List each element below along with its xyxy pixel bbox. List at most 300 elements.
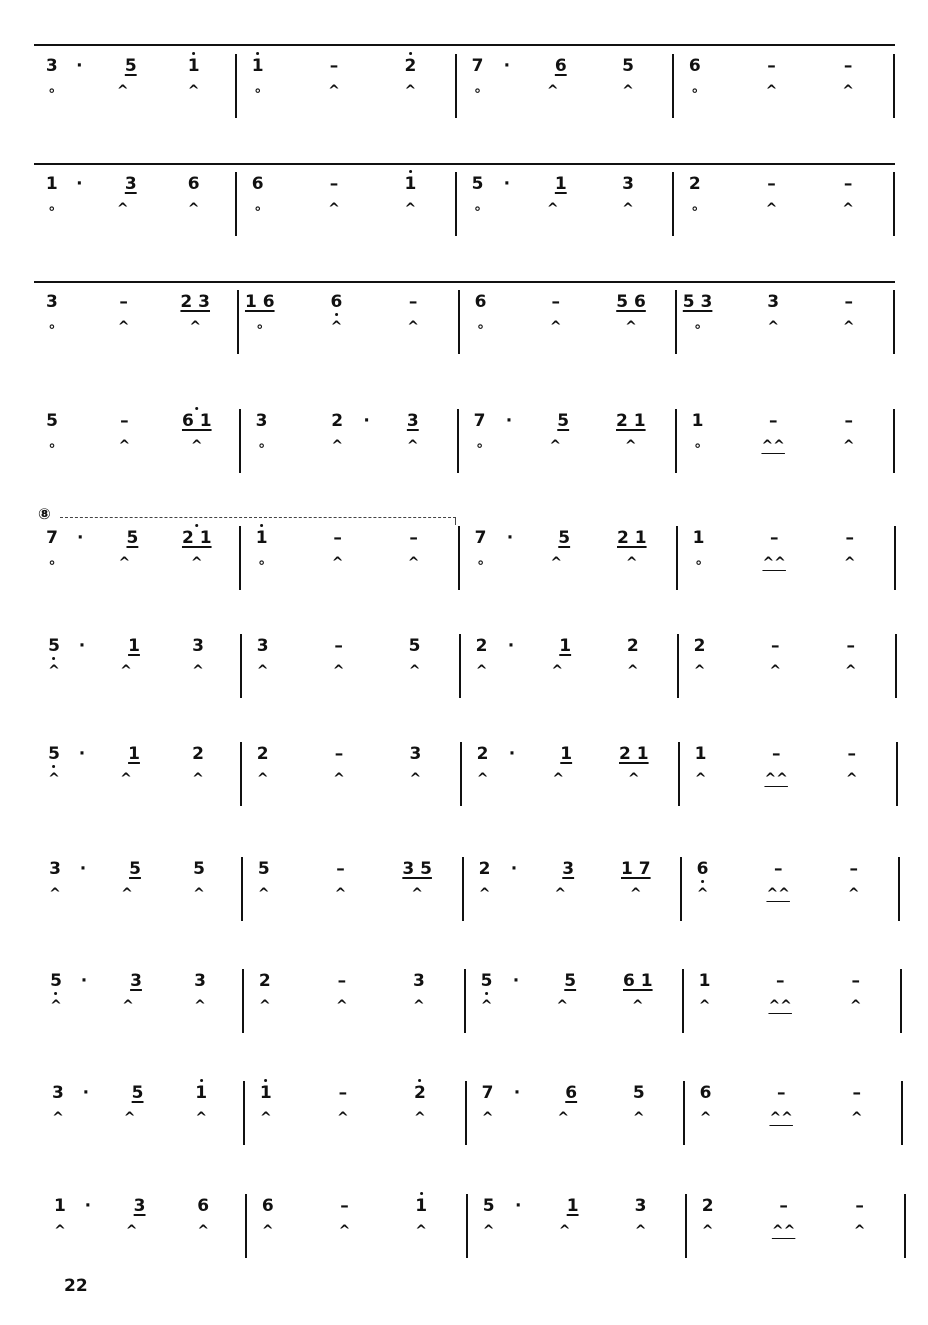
articulation-mark: ^	[850, 1110, 863, 1126]
barline	[672, 172, 674, 236]
articulation-mark: ^	[694, 771, 707, 787]
jianpu-note	[558, 528, 570, 548]
articulation-mark: ^	[842, 438, 855, 454]
articulation-mark: ^	[476, 771, 489, 787]
note-text: 3	[767, 292, 780, 312]
articulation-mark: ∘	[476, 555, 485, 571]
note-text: 7	[46, 528, 58, 548]
sustain-dash	[552, 292, 561, 312]
note-text: –	[333, 528, 342, 548]
augmentation-dot	[83, 1083, 89, 1103]
note-text: 3	[634, 1196, 647, 1216]
jianpu-note	[623, 971, 653, 991]
barline	[460, 742, 462, 806]
barline	[465, 1081, 467, 1145]
jianpu-note	[635, 1196, 647, 1216]
note-text: 5	[48, 744, 60, 764]
articulation-mark: ^	[765, 83, 778, 99]
augmentation-dot	[504, 56, 510, 76]
barline	[245, 1194, 247, 1258]
articulation-mark: ^	[187, 201, 200, 217]
articulation-mark: ^	[625, 319, 637, 335]
articulation-mark: ^	[54, 1223, 66, 1239]
articulation-mark: ^	[257, 886, 270, 902]
barline	[458, 526, 460, 590]
articulation-mark: ∘	[693, 438, 702, 454]
barline	[680, 857, 682, 921]
augmentation-dot	[81, 971, 87, 991]
articulation-mark: ^	[404, 83, 417, 99]
note-text: 3	[124, 174, 137, 194]
articulation-mark: ^	[701, 1223, 714, 1239]
system-top-line	[34, 44, 895, 46]
barline	[464, 969, 466, 1033]
note-text: 1 6	[244, 292, 275, 312]
articulation-mark: ^	[118, 555, 131, 571]
sustain-dash	[846, 528, 855, 548]
jianpu-note	[182, 528, 212, 548]
jianpu-note	[700, 1083, 712, 1103]
note-text: 5	[193, 859, 205, 879]
note-text: –	[849, 859, 859, 879]
note-text: 6	[187, 174, 200, 194]
articulation-mark: ^	[411, 886, 423, 902]
articulation-mark: ^	[408, 663, 421, 679]
augmentation-dot	[76, 174, 82, 194]
note-text: 1	[554, 174, 567, 194]
jianpu-note	[192, 744, 204, 764]
articulation-mark: ^	[847, 886, 860, 902]
articulation-mark: ^	[414, 1110, 426, 1126]
articulation-mark: ^	[48, 663, 60, 679]
jianpu-note	[689, 174, 701, 194]
note-text: 2	[475, 636, 488, 656]
articulation-mark: ^	[121, 886, 133, 902]
sustain-dash	[771, 636, 780, 656]
note-text: 2	[688, 174, 701, 194]
note-text: –	[845, 528, 855, 548]
sustain-dash	[335, 744, 344, 764]
jianpu-note	[472, 56, 484, 76]
barline	[682, 969, 684, 1033]
articulation-mark: ∘	[476, 319, 485, 335]
note-text: 5	[482, 1196, 495, 1216]
note-text: 1	[128, 744, 140, 764]
articulation-mark: ^	[120, 663, 132, 679]
note-text: 2 3	[180, 292, 211, 312]
articulation-mark: ∘	[257, 438, 266, 454]
jianpu-note	[619, 744, 649, 764]
articulation-mark: ∘	[690, 201, 700, 217]
note-text: 1 7	[621, 859, 651, 879]
jianpu-note	[54, 1196, 66, 1216]
note-text: 5	[126, 528, 139, 548]
jianpu-note	[699, 971, 711, 991]
note-text: 3	[255, 411, 268, 431]
note-text: –	[409, 528, 418, 548]
note-text: ·	[507, 636, 515, 656]
articulation-mark: ^	[546, 201, 559, 217]
jianpu-note	[50, 971, 62, 991]
augmentation-dot	[509, 744, 515, 764]
jianpu-note	[46, 292, 58, 312]
sustain-dash	[767, 174, 776, 194]
articulation-mark: ^	[48, 771, 60, 787]
note-text: 6 1	[623, 971, 653, 991]
jianpu-note	[479, 859, 491, 879]
page-number: 22	[64, 1276, 88, 1296]
barline	[235, 172, 237, 236]
sustain-dash	[770, 528, 779, 548]
articulation-mark: ^	[332, 663, 345, 679]
articulation-mark: ^	[194, 998, 206, 1014]
articulation-mark: ^^	[764, 771, 788, 787]
jianpu-note	[560, 744, 572, 764]
note-text: –	[846, 636, 856, 656]
note-text: –	[779, 1196, 788, 1216]
section-marker: ⑧	[38, 505, 51, 523]
articulation-mark: ^	[120, 771, 132, 787]
jianpu-note	[627, 636, 639, 656]
barline	[893, 290, 895, 354]
note-text: 3	[130, 971, 142, 991]
note-text: 5	[131, 1083, 144, 1103]
barline	[894, 526, 896, 590]
barline	[242, 969, 244, 1033]
jianpu-note	[195, 1083, 207, 1103]
jianpu-note	[692, 411, 704, 431]
note-text: 3	[52, 1083, 64, 1103]
articulation-mark: ^	[117, 319, 130, 335]
note-text: 5	[129, 859, 141, 879]
jianpu-note	[258, 859, 270, 879]
articulation-mark: ^^	[761, 438, 785, 454]
articulation-mark: ^	[330, 319, 343, 335]
articulation-mark: ^^	[762, 555, 786, 571]
articulation-mark: ^	[50, 998, 62, 1014]
articulation-mark: ^	[475, 663, 488, 679]
note-text: ·	[514, 1196, 522, 1216]
barline	[675, 290, 677, 354]
sustain-dash	[777, 1083, 786, 1103]
articulation-mark: ^	[554, 886, 567, 902]
note-text: ·	[508, 744, 516, 764]
jianpu-note	[259, 971, 271, 991]
note-text: –	[767, 174, 776, 194]
jianpu-note	[683, 292, 713, 312]
note-text: 6 1	[181, 411, 212, 431]
note-text: 2	[701, 1196, 714, 1216]
articulation-mark: ∘	[690, 83, 700, 99]
articulation-mark: ∘	[253, 83, 263, 99]
jianpu-note	[477, 744, 489, 764]
jianpu-note	[134, 1196, 146, 1216]
sustain-dash	[340, 1196, 349, 1216]
note-text: 2	[413, 1083, 426, 1103]
section-bracket-end	[455, 517, 456, 525]
articulation-mark: ^	[187, 83, 200, 99]
articulation-mark: ^	[49, 886, 61, 902]
jianpu-note	[125, 56, 137, 76]
jianpu-note	[126, 528, 138, 548]
articulation-mark: ^	[256, 663, 269, 679]
jianpu-note	[188, 56, 200, 76]
jianpu-note	[555, 174, 567, 194]
jianpu-note	[128, 744, 140, 764]
note-text: 1	[692, 528, 705, 548]
articulation-mark: ^	[328, 201, 340, 217]
articulation-mark: ^	[413, 998, 425, 1014]
articulation-mark: ^	[482, 1223, 495, 1239]
sustain-dash	[409, 528, 418, 548]
note-text: –	[844, 411, 854, 431]
augmentation-dot	[513, 971, 519, 991]
articulation-mark: ^	[334, 886, 347, 902]
sustain-dash	[844, 56, 853, 76]
articulation-mark: ^	[546, 83, 559, 99]
note-text: ·	[76, 528, 84, 548]
note-text: 2	[404, 56, 417, 76]
jianpu-note	[415, 1196, 427, 1216]
note-text: 3	[46, 292, 58, 312]
articulation-mark: ^	[632, 1110, 645, 1126]
sustain-dash	[119, 292, 128, 312]
jianpu-note	[555, 56, 567, 76]
sustain-dash	[330, 174, 339, 194]
jianpu-note	[331, 411, 343, 431]
articulation-mark: ^	[256, 771, 269, 787]
note-text: –	[851, 971, 861, 991]
note-text: 2 1	[617, 528, 647, 548]
jianpu-note	[562, 859, 574, 879]
jianpu-note	[407, 411, 419, 431]
sustain-dash	[845, 292, 854, 312]
articulation-mark: ^	[693, 663, 706, 679]
sustain-dash	[339, 1083, 348, 1103]
barline	[900, 969, 902, 1033]
jianpu-note	[564, 971, 576, 991]
note-text: 6	[261, 1196, 274, 1216]
note-text: 2	[693, 636, 706, 656]
jianpu-note	[616, 411, 646, 431]
articulation-mark: ^	[195, 1110, 208, 1126]
note-text: –	[771, 744, 781, 764]
note-text: –	[336, 859, 345, 879]
note-text: 5	[564, 971, 577, 991]
note-text: –	[329, 174, 339, 194]
note-text: 1	[259, 1083, 272, 1103]
jianpu-note	[193, 859, 205, 879]
jianpu-note	[129, 859, 141, 879]
jianpu-note	[49, 859, 61, 879]
note-text: 1	[45, 174, 58, 194]
note-text: 1	[128, 636, 140, 656]
note-text: 5	[632, 1083, 645, 1103]
augmentation-dot	[515, 1196, 521, 1216]
note-text: 3	[256, 636, 269, 656]
note-text: ·	[506, 528, 514, 548]
jianpu-note	[404, 174, 416, 194]
articulation-mark: ^	[849, 998, 862, 1014]
jianpu-note	[252, 174, 264, 194]
sustain-dash	[772, 744, 781, 764]
articulation-mark: ∘	[47, 438, 57, 454]
articulation-mark: ^	[258, 998, 271, 1014]
note-text: –	[847, 744, 857, 764]
articulation-mark: ^	[556, 998, 569, 1014]
articulation-mark: ^	[261, 1223, 274, 1239]
note-text: 3	[194, 971, 206, 991]
note-text: ·	[79, 859, 87, 879]
barline	[459, 634, 461, 698]
note-text: 1	[404, 174, 417, 194]
jianpu-note	[52, 1083, 64, 1103]
jianpu-note	[633, 1083, 645, 1103]
jianpu-note	[475, 292, 487, 312]
note-text: 1	[251, 56, 264, 76]
note-text: ·	[513, 1083, 521, 1103]
system-top-line	[34, 163, 895, 165]
sustain-dash	[333, 528, 342, 548]
barline	[239, 409, 241, 473]
note-text: 5	[622, 56, 634, 76]
jianpu-note	[252, 56, 264, 76]
note-text: 5	[408, 636, 421, 656]
sustain-dash	[774, 859, 783, 879]
jianpu-note	[472, 174, 484, 194]
articulation-mark: ^	[333, 771, 345, 787]
note-text: –	[770, 636, 780, 656]
articulation-mark: ^	[190, 555, 203, 571]
note-text: ·	[510, 859, 518, 879]
articulation-mark: ^	[415, 1223, 427, 1239]
jianpu-note	[331, 292, 343, 312]
note-text: 5	[50, 971, 62, 991]
note-text: ·	[76, 174, 83, 194]
jianpu-note	[616, 292, 646, 312]
note-text: ·	[82, 1083, 90, 1103]
articulation-mark: ∘	[475, 438, 484, 454]
augmentation-dot	[508, 636, 514, 656]
articulation-mark: ^	[331, 555, 344, 571]
jianpu-note	[622, 174, 634, 194]
articulation-mark: ∘	[47, 83, 57, 99]
jianpu-note	[257, 744, 269, 764]
note-text: 2	[478, 859, 491, 879]
jianpu-note	[694, 636, 706, 656]
articulation-mark: ^	[118, 438, 131, 454]
articulation-mark: ^	[336, 998, 348, 1014]
articulation-mark: ^	[328, 83, 340, 99]
articulation-mark: ^	[193, 886, 205, 902]
jianpu-note	[257, 636, 269, 656]
note-text: 6	[696, 859, 709, 879]
note-text: –	[334, 636, 343, 656]
barline	[893, 172, 895, 236]
articulation-mark: ^	[853, 1223, 866, 1239]
jianpu-note	[262, 1196, 274, 1216]
articulation-mark: ^^	[771, 1223, 796, 1239]
jianpu-note	[409, 636, 421, 656]
articulation-mark: ^	[631, 998, 644, 1014]
note-text: 5	[471, 174, 484, 194]
section-bracket-line	[60, 517, 456, 518]
note-text: ·	[76, 56, 83, 76]
articulation-mark: ∘	[47, 201, 57, 217]
jianpu-note	[565, 1083, 577, 1103]
articulation-mark: ^	[625, 555, 638, 571]
articulation-mark: ^	[116, 83, 129, 99]
jianpu-note	[559, 636, 571, 656]
note-text: 5	[124, 56, 137, 76]
note-text: 1	[698, 971, 711, 991]
jianpu-note	[46, 411, 58, 431]
barline	[898, 857, 900, 921]
articulation-mark: ^	[331, 438, 344, 454]
barline	[455, 54, 457, 118]
articulation-mark: ^	[197, 1223, 210, 1239]
note-text: –	[768, 411, 778, 431]
jianpu-note	[188, 174, 200, 194]
note-text: 5	[48, 636, 60, 656]
note-text: 7	[473, 411, 486, 431]
articulation-mark: ^	[337, 1110, 349, 1126]
jianpu-note	[557, 411, 569, 431]
note-text: 5	[480, 971, 493, 991]
jianpu-note	[621, 859, 651, 879]
note-text: 6	[688, 56, 701, 76]
articulation-mark: ^	[409, 771, 422, 787]
jianpu-note	[194, 971, 206, 991]
note-text: 3	[406, 411, 419, 431]
sustain-dash	[852, 971, 861, 991]
sustain-dash	[769, 411, 778, 431]
jianpu-note	[413, 971, 425, 991]
jianpu-note	[182, 411, 212, 431]
barline	[243, 1081, 245, 1145]
articulation-mark: ^	[189, 319, 202, 335]
note-text: 1	[54, 1196, 66, 1216]
articulation-mark: ^	[626, 663, 639, 679]
articulation-mark: ^	[481, 1110, 494, 1126]
barline	[901, 1081, 903, 1145]
sustain-dash	[848, 744, 857, 764]
articulation-mark: ^^	[769, 1110, 793, 1126]
barline	[237, 290, 239, 354]
sustain-dash	[767, 56, 776, 76]
sustain-dash	[850, 859, 859, 879]
jianpu-note	[693, 528, 705, 548]
note-text: –	[776, 1083, 786, 1103]
jianpu-note	[256, 411, 268, 431]
note-text: ·	[78, 636, 86, 656]
barline	[458, 290, 460, 354]
jianpu-note	[689, 56, 701, 76]
articulation-mark: ^	[549, 438, 562, 454]
note-text: 3	[192, 636, 204, 656]
articulation-mark: ^	[192, 771, 204, 787]
articulation-mark: ^	[622, 83, 634, 99]
sustain-dash	[853, 1083, 862, 1103]
jianpu-note	[481, 971, 493, 991]
articulation-mark: ^	[634, 1223, 647, 1239]
articulation-mark: ∘	[693, 319, 702, 335]
note-text: 5	[257, 859, 270, 879]
jianpu-note	[474, 411, 486, 431]
augmentation-dot	[85, 1196, 91, 1216]
note-text: –	[338, 1083, 348, 1103]
note-text: 6	[474, 292, 487, 312]
